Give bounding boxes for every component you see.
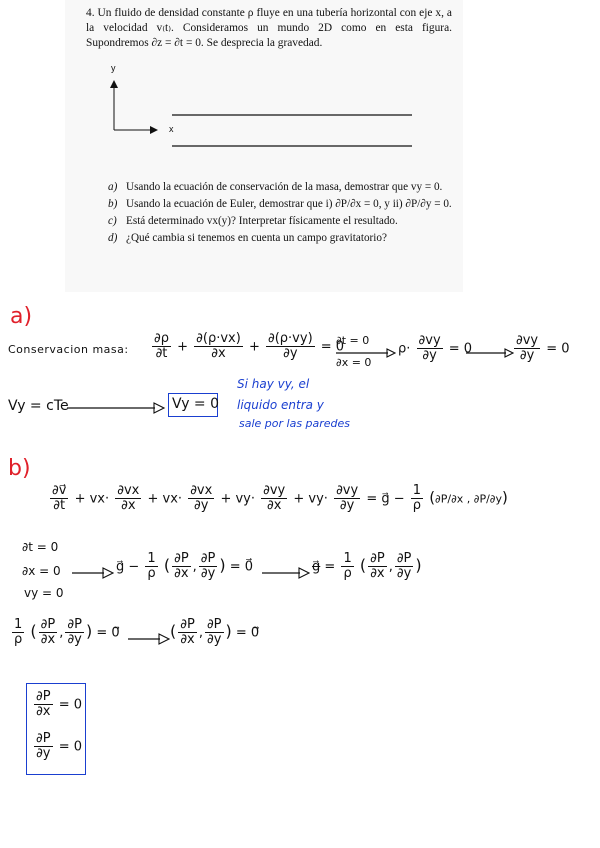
condition-dx: ∂x = 0 [22, 564, 61, 578]
implies-arrow-4 [72, 567, 114, 579]
x-axis-arrow-head [150, 126, 158, 134]
condition-dt: ∂t = 0 [22, 540, 59, 554]
note-line-1: Si hay vy, el [237, 377, 310, 391]
gravity-neglected: g⃗ = $\frac{1}{\rho}$ ( $\frac{\partial P}{\partial x}$ , $\frac{\partial P}{\partial y}$ ) [312, 551, 422, 582]
part-d: d) ¿Qué cambia si tenemos en cuenta un campo gravitatorio? [108, 232, 387, 244]
result-dp-dx: $\frac{\partial P}{\partial x}$ = 0 [36, 689, 82, 720]
vy-constant: Vy = cTe [8, 398, 69, 414]
part-a: a) Usando la ecuación de conservación de la masa, demostrar que vy = 0. [108, 181, 443, 193]
conservation-label: Conservacion masa: [8, 343, 129, 356]
problem-parts [108, 180, 453, 248]
problem-intro-text: Un fluido de densidad constante ρ fluye en una tubería horizontal con eje x, a la velocidad v₍t₎. Consideramos un mundo 2D como en esta figura. Supondremos ∂z = ∂t = 0. Se desprecia la gravedad. [86, 7, 452, 49]
implies-arrow-1 [336, 348, 396, 358]
x-axis-label: x [169, 124, 174, 134]
result-dp-dy: $\frac{\partial P}{\partial y}$ = 0 [36, 731, 82, 762]
problem-number: 4. [86, 7, 95, 19]
assumption-dt: ∂t = 0 [336, 334, 370, 347]
continuity-final: $\frac{\partial vy}{\partial y}$ = 0 [516, 333, 570, 364]
pipe-figure [100, 60, 430, 160]
continuity-equation: $\frac{\partial\rho}{\partial t}$ + $\frac{\partial(\rho\cdot vx)}{\partial x}$ + $\frac{\partial(\rho\cdot vy)}{\partial y}$ = 0 [154, 331, 345, 362]
note-line-3: sale por las paredes [239, 417, 351, 430]
implies-arrow-3 [67, 402, 167, 414]
section-a-heading: a) [10, 304, 33, 329]
section-b-heading: b) [8, 456, 31, 481]
vy-zero-result: Vy = 0 [172, 396, 220, 412]
problem-intro [86, 6, 452, 51]
condition-vy: vy = 0 [24, 586, 64, 600]
implies-arrow-5 [262, 567, 310, 579]
gradient-zero-line: $\frac{1}{\rho}$ ( $\frac{\partial P}{\partial x}$ , $\frac{\partial P}{\partial y}$ ) = 0⃗ [14, 617, 120, 648]
y-axis-label: y [111, 63, 116, 73]
part-c: c) Está determinado vx(y)? Interpretar físicamente el resultado. [108, 215, 398, 227]
implies-arrow-6 [128, 633, 170, 645]
gradient-zero-final: ( $\frac{\partial P}{\partial x}$ , $\frac{\partial P}{\partial y}$ ) = 0⃗ [170, 617, 260, 648]
assumption-dx: ∂x = 0 [336, 356, 372, 369]
reduced-euler: g⃗ − $\frac{1}{\rho}$ ( $\frac{\partial P}{\partial x}$ , $\frac{\partial P}{\partial y}$ ) = 0⃗ [116, 551, 254, 582]
continuity-reduced: ρ· $\frac{\partial vy}{\partial y}$ = 0 [398, 333, 473, 364]
euler-equation: $\frac{\partial v⃗}{\partial t}$ + vx· $\frac{\partial vx}{\partial x}$ + vx· $\frac{\partial vx}{\partial y}$ + vy· $\frac{\partial vy}{\partial x}$ + vy· $\frac{\partial vy}{\partial y}$ = g⃗ − $\frac{1}{\rho}$ (∂P/∂x , ∂P/∂y) [52, 483, 508, 514]
part-b: b) Usando la ecuación de Euler, demostrar que i) ∂P/∂x = 0, y ii) ∂P/∂y = 0. [108, 198, 452, 210]
implies-arrow-2 [466, 348, 514, 358]
y-axis-arrow-head [110, 80, 118, 88]
note-line-2: liquido entra y [237, 398, 324, 412]
